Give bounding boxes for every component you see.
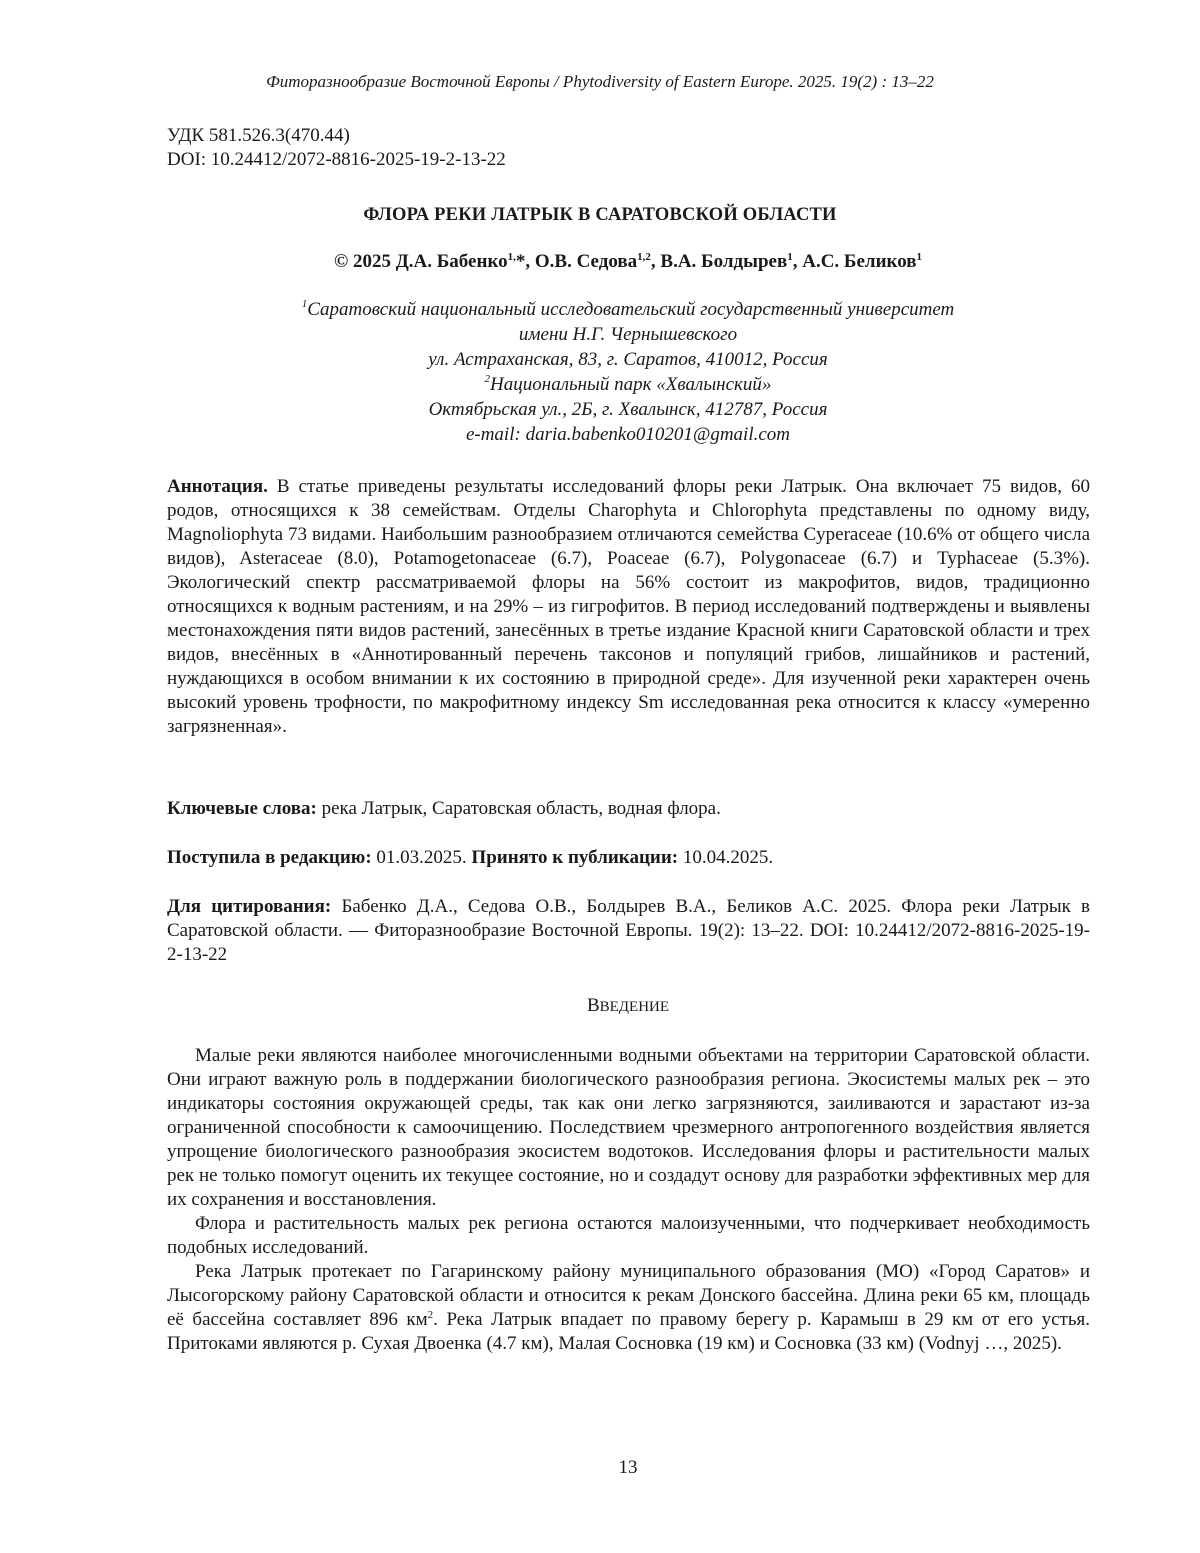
- page-number: 13: [0, 1456, 1200, 1480]
- abstract-text: В статье приведены результаты исследований флоры реки Латрык. Она включает 75 видов, 60 родов, относящихся к 38 семействам. Отделы Charophyta и Chlorophyta представлены по одному виду, Magnoliophyta 73 видами. Наибольшим разнообразием отличаются семейства Cyperaceae (10.6% от общего числа видов), Asteraceae (8.0), Potamogetonaceae (6.7), Poaceae (6.7), Polygonaceae (6.7) и Typhaceae (5.3%). Экологический спектр рассматриваемой флоры на 56% состоит из макрофитов, видов, традиционно относящихся к водным растениям, и на 29% – из гигрофитов. В период исследований подтверждены и выявлены местонахождения пяти видов растений, занесённых в третье издание Красной книги Саратовской области и трех видов, внесённых в «Аннотированный перечень таксонов и популяций грибов, лишайников и растений, нуждающихся в особом внимании к их состоянию в природной среде». Для изученной реки характерен очень высокий уровень трофности, по макрофитному индексу Sm исследованная река относится к классу «умеренно загрязненная».: [167, 476, 1090, 737]
- accepted-date: 10.04.2025.: [683, 847, 773, 868]
- article-title: ФЛОРА РЕКИ ЛАТРЫК В САРАТОВСКОЙ ОБЛАСТИ: [0, 203, 1200, 227]
- author-affil-sup: 1,2: [637, 251, 651, 263]
- contact-email: e-mail: daria.babenko010201@gmail.com: [0, 422, 1200, 447]
- paragraph: Флора и растительность малых рек региона остаются малоизученными, что подчеркивает необходимость подобных исследований.: [167, 1212, 1090, 1260]
- paragraph: [167, 1260, 1090, 1356]
- udk-code: УДК 581.526.3(470.44): [167, 124, 506, 148]
- abstract-label: Аннотация.: [167, 476, 268, 497]
- affiliation-2-name: [0, 372, 1200, 397]
- author-affil-sup: 1,: [508, 251, 516, 263]
- author-suffix: *,: [516, 251, 530, 272]
- affiliation-2-address: Октябрьская ул., 2Б, г. Хвалынск, 412787, Россия: [0, 397, 1200, 422]
- affiliation-1-line2: имени Н.Г. Чернышевского: [0, 322, 1200, 347]
- citation: [167, 895, 1090, 967]
- keywords-text: река Латрык, Саратовская область, водная флора.: [322, 798, 721, 819]
- udk-doi-block: [167, 124, 506, 172]
- affil-sup: 2: [485, 373, 491, 385]
- section-heading-rest: ВЕДЕНИЕ: [600, 999, 669, 1015]
- accepted-label: Принято к публикации:: [471, 847, 678, 868]
- running-head: Фиторазнообразие Восточной Европы / Phytodiversity of Eastern Europe. 2025. 19(2) : 13–22: [0, 70, 1200, 94]
- submission-dates: [167, 846, 1090, 870]
- author-name: А.С. Беликов: [802, 251, 916, 272]
- author-name: О.В. Седова: [535, 251, 637, 272]
- affiliation-1-line1: [0, 297, 1200, 322]
- author-suffix: ,: [793, 251, 798, 272]
- paragraph: Малые реки являются наиболее многочисленными водными объектами на территории Саратовской области. Они играют важную роль в поддержании биологического разнообразия региона. Экосистемы малых рек – это индикаторы состояния окружающей среды, так как они легко загрязняются, заиливаются и зарастают из-за ограниченной способности к самоочищению. Последствием чрезмерного антропогенного воздействия является упрощение биологического разнообразия экосистем водотоков. Исследования флоры и растительности малых рек не только помогут оценить их текущее состояние, но и создадут основу для разработки эффективных мер для их сохранения и восстановления.: [167, 1044, 1090, 1212]
- received-date: 01.03.2025.: [376, 847, 466, 868]
- affiliations: [0, 297, 1200, 447]
- section-heading-initial: В: [587, 995, 600, 1016]
- author-suffix: ,: [651, 251, 656, 272]
- keywords: [167, 797, 1090, 821]
- abstract: [167, 475, 1090, 739]
- citation-label: Для цитирования:: [167, 896, 331, 917]
- author-name: Д.А. Бабенко: [396, 251, 508, 272]
- paragraph-text: . Река Латрык впадает по правому берегу р. Карамыш в 29 км от его устья. Притоками являются р. Сухая Двоенка (4.7 км), Малая Сосновка (19 км) и Сосновка (33 км) (Vodnyj …, 2025).: [167, 1309, 1090, 1354]
- received-label: Поступила в редакцию:: [167, 847, 372, 868]
- citation-text: Бабенко Д.А., Седова О.В., Болдырев В.А., Беликов А.С. 2025. Флора реки Латрык в Саратовской области. — Фиторазнообразие Восточной Европы. 19(2): 13–22. DOI: 10.24412/2072-8816-2025-19-2-13-22: [167, 896, 1090, 965]
- author-name: В.А. Болдырев: [660, 251, 787, 272]
- author-affil-sup: 1: [917, 251, 923, 263]
- paper-page: [0, 0, 1200, 1553]
- affil-sup: 1: [302, 298, 308, 310]
- section-heading-introduction: [0, 994, 1200, 1019]
- paragraph-text: Река Латрык протекает по Гагаринскому району муниципального образования (МО) «Город Саратов» и Лысогорскому району Саратовской области и относится к рекам Донского бассейна. Длина реки 65 км, площадь её бассейна составляет 896 км: [167, 1261, 1090, 1330]
- author-line: [0, 250, 1200, 274]
- superscript: 2: [428, 1309, 434, 1321]
- affil-text: Национальный парк «Хвалынский»: [490, 374, 771, 395]
- affiliation-1-address: ул. Астраханская, 83, г. Саратов, 410012, Россия: [0, 347, 1200, 372]
- copyright-year: © 2025: [334, 251, 391, 272]
- keywords-label: Ключевые слова:: [167, 798, 317, 819]
- affil-text: Саратовский национальный исследовательский государственный университет: [307, 299, 954, 320]
- doi-line: DOI: 10.24412/2072-8816-2025-19-2-13-22: [167, 148, 506, 172]
- author-affil-sup: 1: [787, 251, 793, 263]
- body-text: [167, 1044, 1090, 1356]
